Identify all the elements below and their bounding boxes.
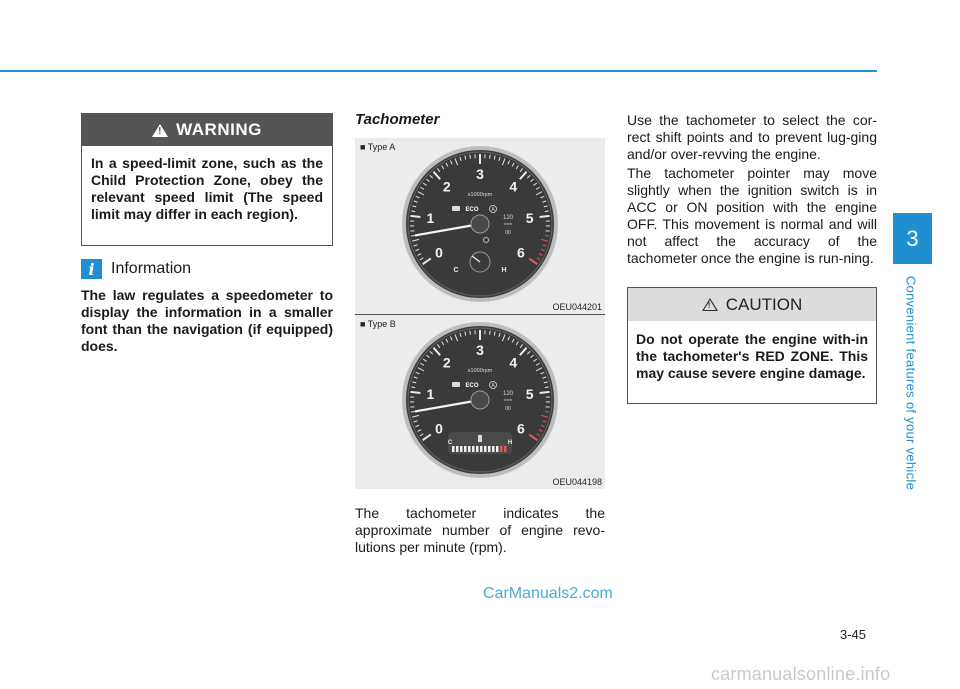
gauge-number: 6	[517, 244, 525, 261]
temp-segment	[456, 446, 459, 452]
caution-body: Do not operate the engine with-in the tachometer's RED ZONE. This may cause severe engine damage.	[636, 331, 868, 381]
paragraph-shift-points: Use the tachometer to select the cor-rect shift points and to prevent lug-ging and/or over-revving the engine.	[627, 112, 877, 162]
figure-type-label: ■ Type A	[360, 142, 396, 152]
information-heading: Information	[111, 260, 192, 277]
caution-heading: CAUTION	[725, 294, 803, 314]
warning-body: In a speed-limit zone, such as the Child Protection Zone, obey the relevant speed limit (The speed limit may differ in each region).	[91, 155, 323, 222]
header-rule	[0, 70, 877, 72]
temp-segment	[500, 446, 503, 452]
gauge-number: 1	[426, 386, 435, 403]
speed-value: 120	[502, 391, 514, 397]
temp-segment	[480, 446, 483, 452]
temp-cold-label: C	[447, 440, 453, 446]
gauge-number: 4	[509, 354, 518, 371]
section-title: Tachometer	[355, 111, 440, 128]
gauge-unit: x1000rpm	[467, 192, 493, 198]
auto-hold-label: A	[491, 207, 495, 213]
gauge-number: 1	[426, 210, 435, 227]
figure-type-b	[355, 315, 605, 489]
warning-box	[81, 113, 333, 246]
eco-label: ECO	[465, 207, 479, 213]
eco-label: ECO	[465, 383, 479, 389]
gauge-tick	[490, 155, 491, 159]
temp-segment	[484, 446, 487, 452]
gauge-tick	[470, 331, 471, 335]
gauge-number: 5	[525, 210, 534, 227]
gauge-number: 2	[442, 178, 451, 195]
info-icon: i	[81, 259, 102, 279]
caution-icon: !	[702, 298, 718, 311]
gauge-number: 3	[476, 342, 484, 358]
temp-segment	[460, 446, 463, 452]
chapter-title: Convenient features of your vehicle	[903, 275, 919, 491]
temp-segment	[464, 446, 467, 452]
odo-value: 00	[505, 230, 511, 236]
speed-unit: km/h	[504, 222, 512, 226]
gauge-tick	[411, 235, 415, 236]
temp-hot-label: H	[507, 440, 513, 446]
gauge-tick	[545, 235, 549, 236]
gauge-number: 0	[435, 244, 443, 261]
paragraph-pointer-movement: The tachometer pointer may move slightly when the ignition switch is in ACC or ON position with the engine OFF. This movement is normal and will not affect the accuracy of the tachometer once the engine is run-ning.	[627, 165, 877, 266]
temp-segment	[488, 446, 491, 452]
gauge-tick	[410, 216, 420, 217]
chapter-title-vertical	[896, 268, 926, 498]
watermark-bottom: carmanualsonline.info	[711, 664, 891, 684]
warning-heading: WARNING	[176, 120, 262, 139]
odo-value: 00	[505, 406, 511, 412]
gauge-number: 2	[442, 354, 451, 371]
figure-code: OEU044201	[552, 302, 602, 312]
warning-header	[82, 114, 332, 146]
page-number: 3-45	[840, 627, 867, 642]
watermark-top: CarManuals2.com	[483, 585, 613, 602]
coolant-icon	[478, 435, 482, 442]
needle-hub	[471, 215, 489, 233]
temp-segment	[468, 446, 471, 452]
gauge-tick	[540, 216, 550, 217]
gauge-tick	[545, 411, 549, 412]
gauge-tick	[540, 392, 550, 393]
gauge-number: 3	[476, 166, 484, 182]
temp-segment	[476, 446, 479, 452]
figure-code: OEU044198	[552, 477, 602, 487]
speed-value: 120	[502, 215, 514, 221]
auto-hold-label: A	[491, 383, 495, 389]
temp-cold-label: C	[453, 267, 459, 274]
tachometer-description: The tachometer indicates the approximate number of engine revo-lutions per minute (rpm).	[355, 505, 605, 555]
temp-segment	[504, 446, 507, 452]
gauge-tick	[490, 331, 491, 335]
temp-segment	[472, 446, 475, 452]
information-header	[81, 259, 191, 279]
caution-header	[628, 288, 876, 321]
needle-hub	[471, 391, 489, 409]
figure-type-a	[355, 138, 605, 314]
gauge-number: 6	[517, 420, 525, 437]
gauge-unit: x1000rpm	[467, 368, 493, 374]
temp-segment	[496, 446, 499, 452]
gauge-number: 4	[509, 178, 518, 195]
gauge-number: 5	[525, 386, 534, 403]
temp-hot-label: H	[501, 267, 507, 274]
gauge-tick	[470, 155, 471, 159]
tachometer-gauge-b	[400, 320, 560, 480]
car-icon	[452, 206, 460, 211]
gauge-number: 0	[435, 420, 443, 437]
warning-icon	[152, 124, 168, 137]
temp-segment	[452, 446, 455, 452]
tachometer-gauge-a	[400, 144, 560, 304]
caution-box	[627, 287, 877, 404]
car-icon	[452, 382, 460, 387]
speed-unit: km/h	[504, 398, 512, 402]
figure-type-label: ■ Type B	[360, 319, 396, 329]
temp-segment	[492, 446, 495, 452]
gauge-tick	[410, 392, 420, 393]
chapter-number-tab: 3	[893, 213, 932, 264]
information-body: The law regulates a speedometer to display the information in a smaller font than the navigation (if equipped) does.	[81, 287, 333, 354]
gauge-tick	[411, 411, 415, 412]
